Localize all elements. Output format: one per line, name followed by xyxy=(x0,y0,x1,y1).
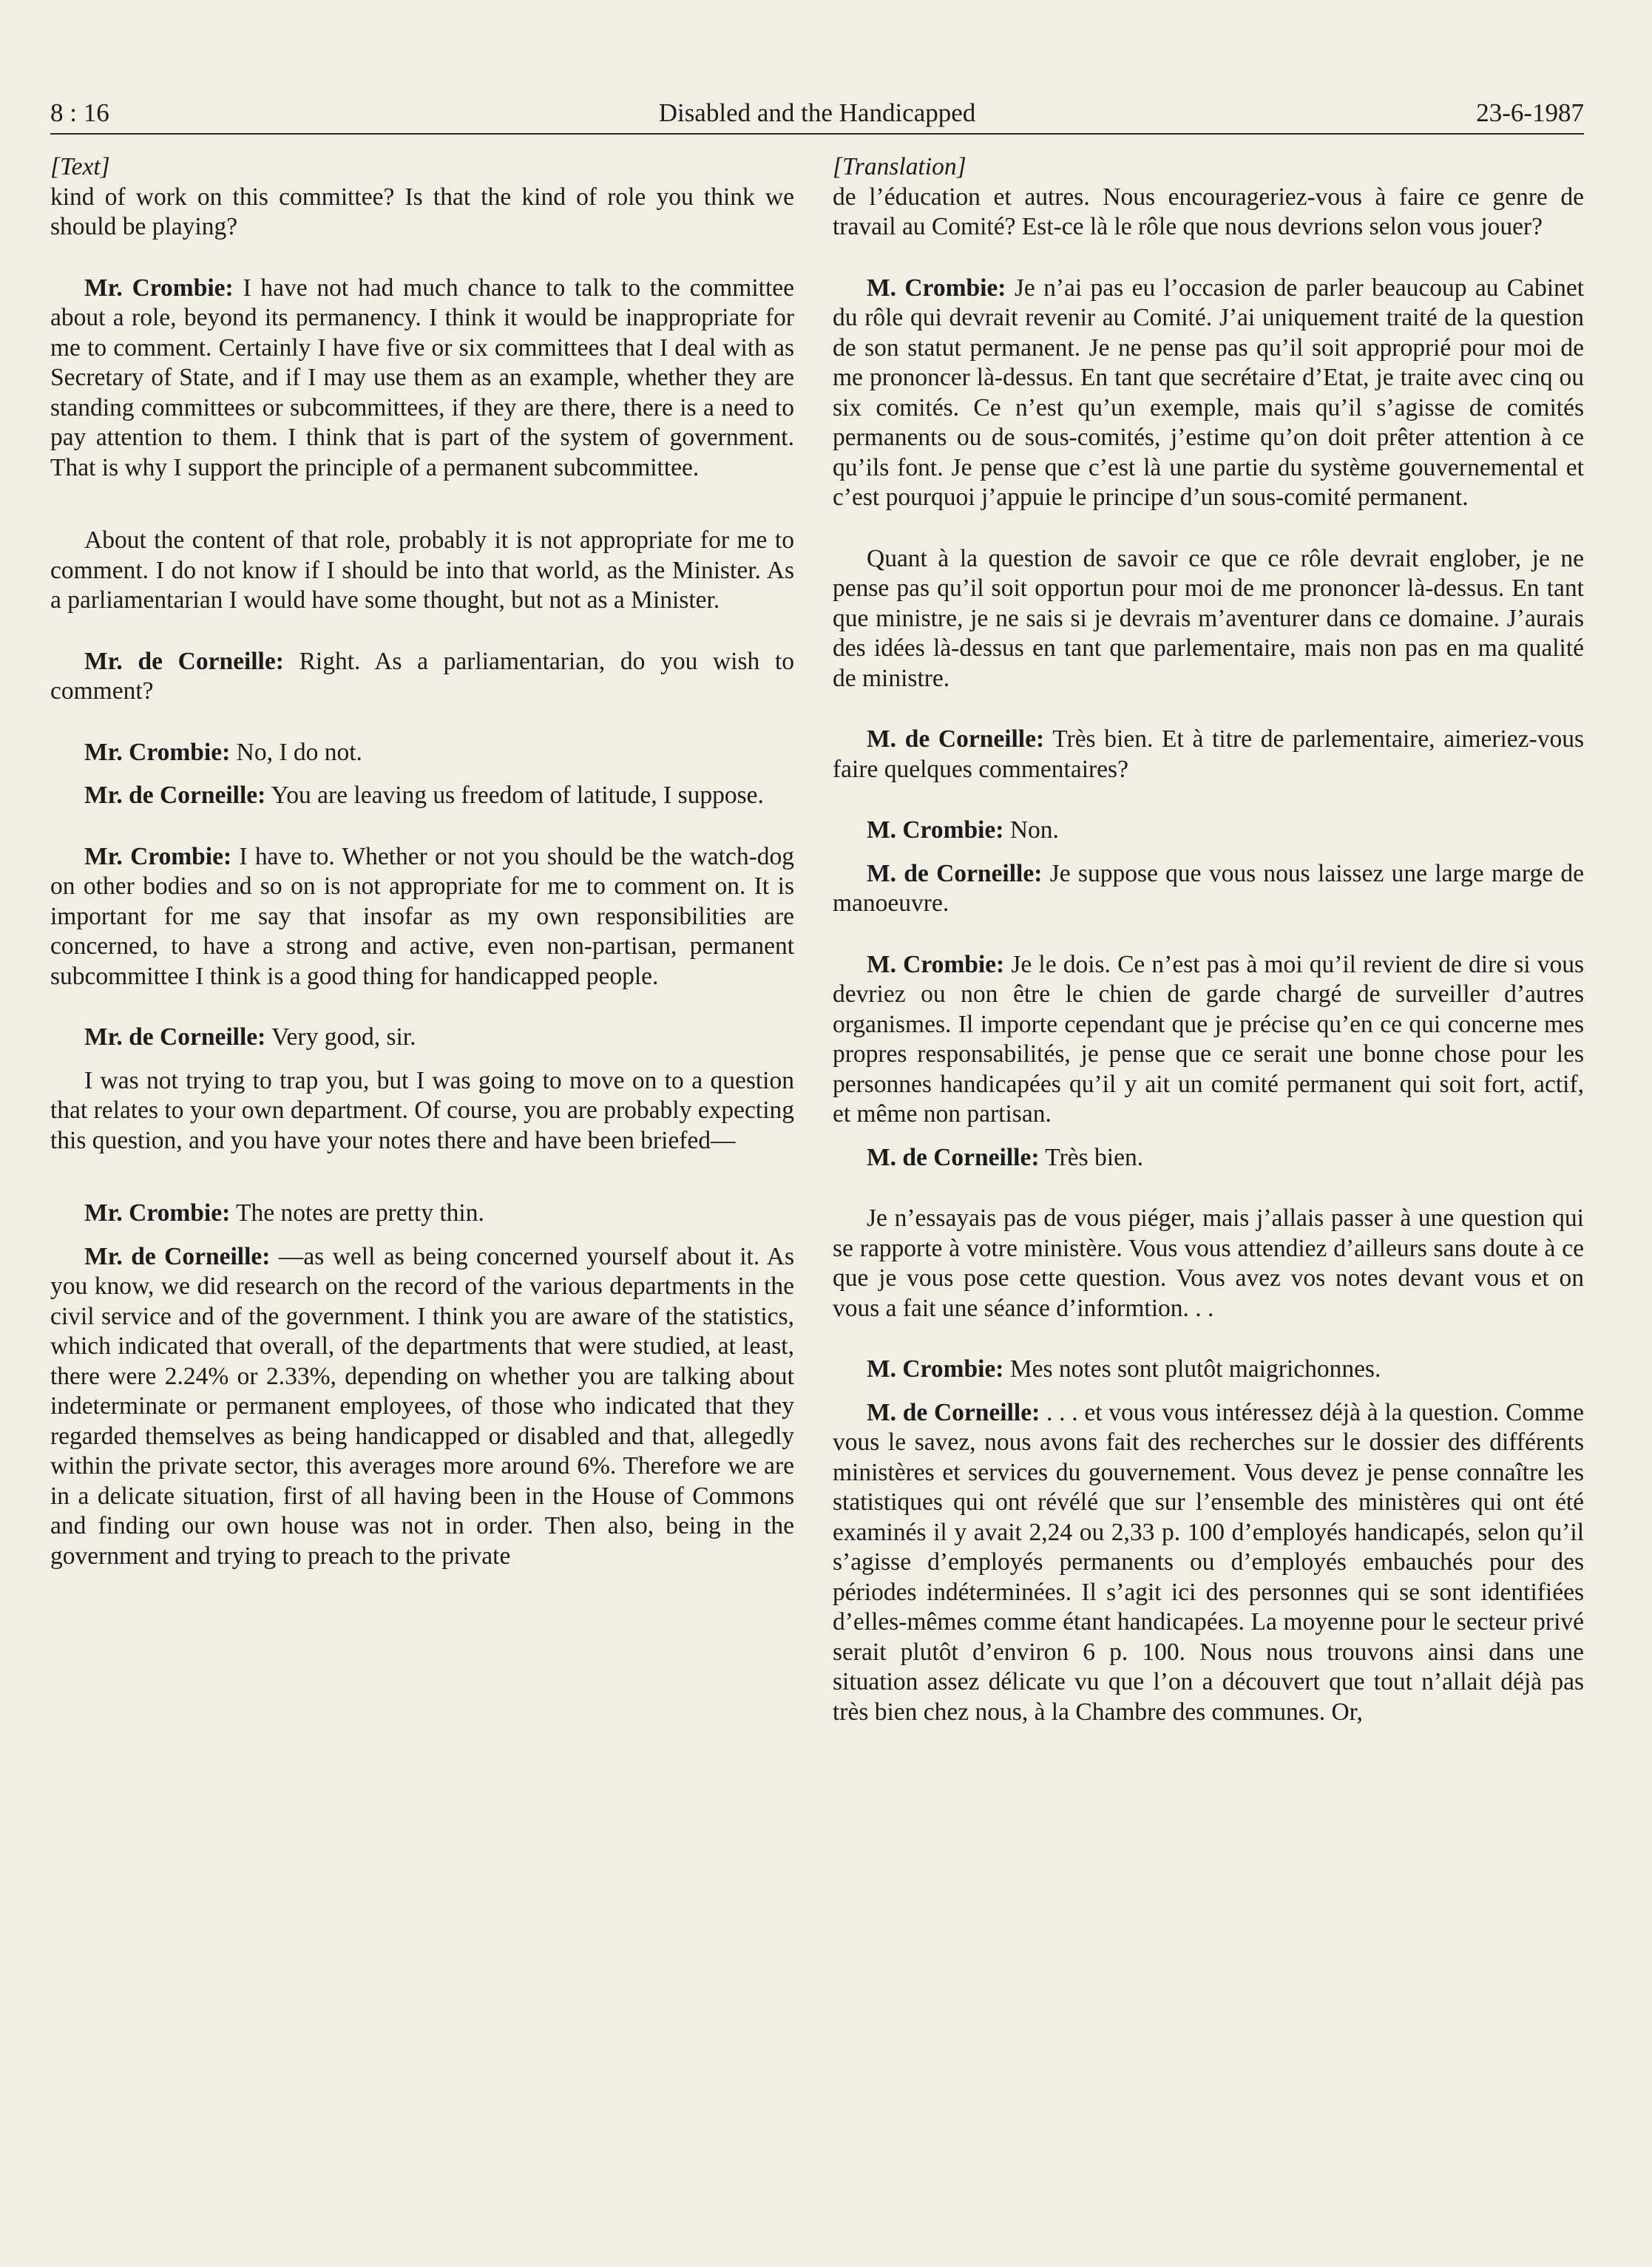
speech-text: I have to. Whether or not you should be the watch-dog on other bodies and so on is not appropriate for me to comment on. It is important for me say that insofar as my own responsibilities are concerned, to have a strong and active, even non-partisan, permanent subcommittee I think is a good thing for handicapped people. xyxy=(50,842,794,990)
paragraph: Je n’essayais pas de vous piéger, mais j’allais passer à une question qui se rapporte à votre ministère. Vous vous attendiez d’ailleurs sans doute à ce que je vous pose cette question. Vous avez vos notes devant vous et on vous a fait une séance d’informtion. . . xyxy=(833,1204,1584,1322)
speaker: M. de Corneille: xyxy=(867,859,1043,887)
speech-text: Mes notes sont plutôt maigrichonnes. xyxy=(1009,1355,1381,1383)
speech xyxy=(50,647,794,707)
speech xyxy=(50,781,794,811)
speech xyxy=(50,842,794,992)
speech xyxy=(833,1355,1584,1385)
paragraph: de l’éducation et autres. Nous encourageriez-vous à faire ce genre de travail au Comité? Est-ce là le rôle que nous devrions selon vous jouer? xyxy=(833,183,1584,240)
speaker: Mr. Crombie: xyxy=(84,738,231,766)
speaker: M. de Corneille: xyxy=(867,1143,1040,1171)
speaker: M. de Corneille: xyxy=(867,1398,1040,1426)
speaker: Mr. Crombie: xyxy=(84,842,232,870)
speech-text: Right. As a parliamentarian, do you wish to comment? xyxy=(50,647,795,705)
page-header xyxy=(50,96,1584,135)
speech xyxy=(50,274,794,484)
speech xyxy=(833,1143,1584,1173)
speech-text: The notes are pretty thin. xyxy=(236,1199,484,1227)
speech xyxy=(50,1023,794,1053)
speech xyxy=(50,1242,794,1572)
speech-text: I have not had much chance to talk to the committee about a role, beyond its permanency. I think it would be inappropriate for me to comment. Certainly I have five or six committees that I deal with as Secretary of State, and if I may use them as an example, whether they are standing committees or subcommittees, if they are there, there is a need to pay attention to them. I think that is part of the system of government. That is why I support the principle of a permanent subcommittee. xyxy=(50,274,794,481)
translation-label: [Translation] xyxy=(833,153,967,180)
speaker: Mr. de Corneille: xyxy=(84,782,266,809)
text-label: [Text] xyxy=(50,153,110,180)
speaker: M. de Corneille: xyxy=(867,725,1045,753)
speech xyxy=(833,274,1584,513)
speech-text: No, I do not. xyxy=(236,738,362,766)
speaker: M. Crombie: xyxy=(867,950,1005,978)
page-date: 23-6-1987 xyxy=(1476,98,1584,127)
speech xyxy=(833,1398,1584,1728)
speech-text: Non. xyxy=(1009,816,1059,844)
speech xyxy=(833,725,1584,785)
speech-text: You are leaving us freedom of latitude, I suppose. xyxy=(271,782,764,809)
english-column xyxy=(50,152,794,1571)
speech-text: Très bien. xyxy=(1045,1143,1144,1171)
paragraph: I was not trying to trap you, but I was going to move on to a question that relates to your own department. Of course, you are probably expecting this question, and you have your notes there and have been briefed— xyxy=(50,1066,794,1154)
speaker: Mr. Crombie: xyxy=(84,274,234,302)
speech-text: Très bien. Et à titre de parlementaire, aimeriez-vous faire quelques commentaires? xyxy=(833,725,1584,783)
speech-text: Je suppose que vous nous laissez une large marge de manoeuvre. xyxy=(833,859,1584,917)
speech xyxy=(50,1199,794,1229)
speaker: Mr. de Corneille: xyxy=(84,1242,271,1270)
french-column xyxy=(833,152,1584,1727)
speech-text: Je n’ai pas eu l’occasion de parler beaucoup au Cabinet du rôle qui devrait revenir au Comité. J’ai uniquement traité de la question de son statut permanent. Je ne pense pas qu’il soit approprié pour moi de me prononcer là-dessus. En tant que secrétaire d’Etat, je traite avec cinq ou six comités. Ce n’est qu’un exemple, mais qu’il s’agisse de comités permanents ou de sous-comités, j’estime qu’on doit prêter attention à ce qu’ils font. Je pense que c’est là une partie du système gouvernemental et c’est pourquoi j’appuie le principe d’un sous-comité permanent. xyxy=(833,274,1585,511)
speaker: M. Crombie: xyxy=(867,816,1004,844)
speaker: Mr. de Corneille: xyxy=(84,647,284,675)
paragraph: About the content of that role, probably it is not appropriate for me to comment. I do not know if I should be into that world, as the Minister. As a parliamentarian I would have some thought, but not as a Minister. xyxy=(50,526,794,614)
speaker: Mr. de Corneille: xyxy=(84,1023,266,1051)
paragraph: Quant à la question de savoir ce que ce rôle devrait englober, je ne pense pas qu’il soit opportun pour moi de me prononcer là-dessus. En tant que ministre, je ne sais si je devrais m’aventurer dans ce domaine. J’aurais des idées là-dessus en tant que parlementaire, mais non pas en ma qualité de ministre. xyxy=(833,544,1584,692)
page-number: 8 : 16 xyxy=(50,98,109,127)
speaker: Mr. Crombie: xyxy=(84,1199,231,1227)
speech-text: —as well as being concerned yourself about it. As you know, we did research on the record of the various departments in the civil service and of the government. I think you are aware of the statistics, which indicated that overall, of the departments that were studied, at least, there were 2.24% or 2.33%, depending on whether you are talking about indeterminate or permanent employees, of those who indicated that they regarded themselves as being handicapped or disabled and that, allegedly within the private sector, this averages more around 6%. Therefore we are in a delicate situation, first of all having been in the House of Commons and finding our own house was not in order. Then also, being in the government and trying to preach to the private xyxy=(50,1242,795,1570)
speech-text: Very good, sir. xyxy=(271,1023,416,1051)
speech xyxy=(833,816,1584,846)
speaker: M. Crombie: xyxy=(867,274,1006,302)
speaker: M. Crombie: xyxy=(867,1355,1004,1383)
speech-text: . . . et vous vous intéressez déjà à la question. Comme vous le savez, nous avons fait des recherches sur le dossier des différents ministères et services du gouvernement. Vous devez je pense connaître les statistiques qui ont révélé que sur l’ensemble des ministères qui ont été examinés il y avait 2,24 ou 2,33 p. 100 d’employés handicapés, selon qu’il s’agisse d’employés permanents ou d’employés embauchés pour des périodes indéterminées. Il s’agit ici des personnes qui se sont identifiées d’elles-mêmes comme étant handicapées. La moyenne pour le secteur privé serait plutôt d’environ 6 p. 100. Nous nous trouvons ainsi dans une situation assez délicate vu que l’on a découvert que tout n’allait déjà pas très bien chez nous, à la Chambre des communes. Or, xyxy=(833,1398,1584,1726)
speech xyxy=(833,859,1584,919)
paragraph: kind of work on this committee? Is that the kind of role you think we should be playing? xyxy=(50,183,794,240)
running-title: Disabled and the Handicapped xyxy=(658,98,976,127)
speech xyxy=(833,950,1584,1130)
speech xyxy=(50,738,794,768)
speech-text: Je le dois. Ce n’est pas à moi qu’il revient de dire si vous devriez ou non être le chien de garde chargé de surveiller d’autres organismes. Il importe cependant que je précise qu’en ce qui concerne mes propres responsabilités, je pense que ce serait une bonne chose pour les personnes handicapées qu’il y ait un comité permanent qui soit fort, actif, et même non partisan. xyxy=(833,950,1585,1128)
